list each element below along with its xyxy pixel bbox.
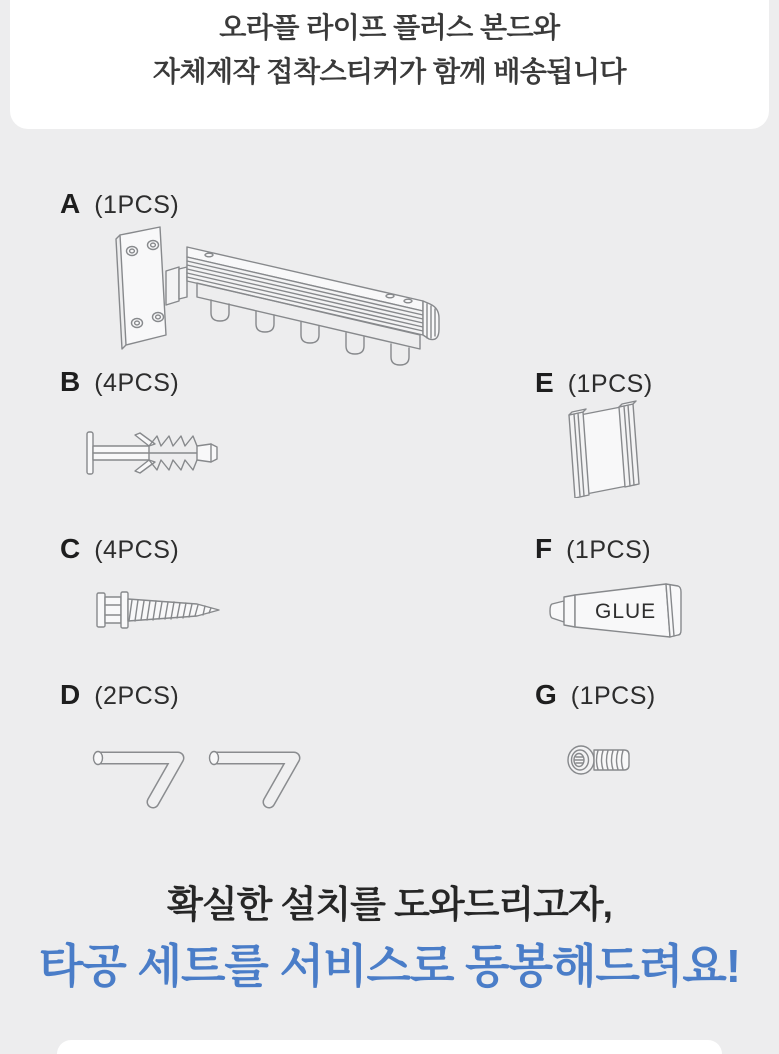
glue-tube-label: GLUE xyxy=(595,600,657,623)
part-qty: (4PCS) xyxy=(94,536,180,564)
part-label-c xyxy=(60,533,179,565)
header-line-1: 오라플 라이프 플러스 본드와 xyxy=(219,12,560,43)
part-qty: (1PCS) xyxy=(94,191,180,219)
part-letter: A xyxy=(60,188,81,219)
part-letter: B xyxy=(60,366,81,397)
part-label-g xyxy=(535,679,656,711)
footer-line-1: 확실한 설치를 도와드리고자, xyxy=(167,884,612,925)
machine-screw-illustration xyxy=(566,738,638,782)
glue-tube-illustration xyxy=(548,580,693,642)
part-qty: (2PCS) xyxy=(94,682,180,710)
part-qty: (1PCS) xyxy=(567,370,653,398)
bracket-plate-illustration xyxy=(564,400,646,498)
allen-wrench-illustration xyxy=(86,742,308,810)
part-qty: (1PCS) xyxy=(566,536,652,564)
part-letter: D xyxy=(60,679,81,710)
header-card xyxy=(10,0,769,129)
part-letter: E xyxy=(535,367,554,398)
part-label-b xyxy=(60,366,179,398)
part-letter: C xyxy=(60,533,81,564)
footer-line-2-highlight: 타공 세트를 서비스로 동봉해드려요! xyxy=(38,940,741,992)
part-qty: (1PCS) xyxy=(570,682,656,710)
part-label-d xyxy=(60,679,179,711)
header-line-2: 자체제작 접착스티커가 함께 배송됩니다 xyxy=(152,56,627,87)
part-letter: F xyxy=(535,533,553,564)
part-letter: G xyxy=(535,679,557,710)
part-label-e xyxy=(535,367,653,399)
part-qty: (4PCS) xyxy=(94,369,180,397)
wall-anchor-illustration xyxy=(85,430,225,476)
hanger-rail-illustration xyxy=(105,223,440,368)
part-label-f xyxy=(535,533,651,565)
hex-screw-illustration xyxy=(95,588,225,632)
part-label-a xyxy=(60,188,179,220)
next-section-card-edge xyxy=(57,1040,722,1054)
